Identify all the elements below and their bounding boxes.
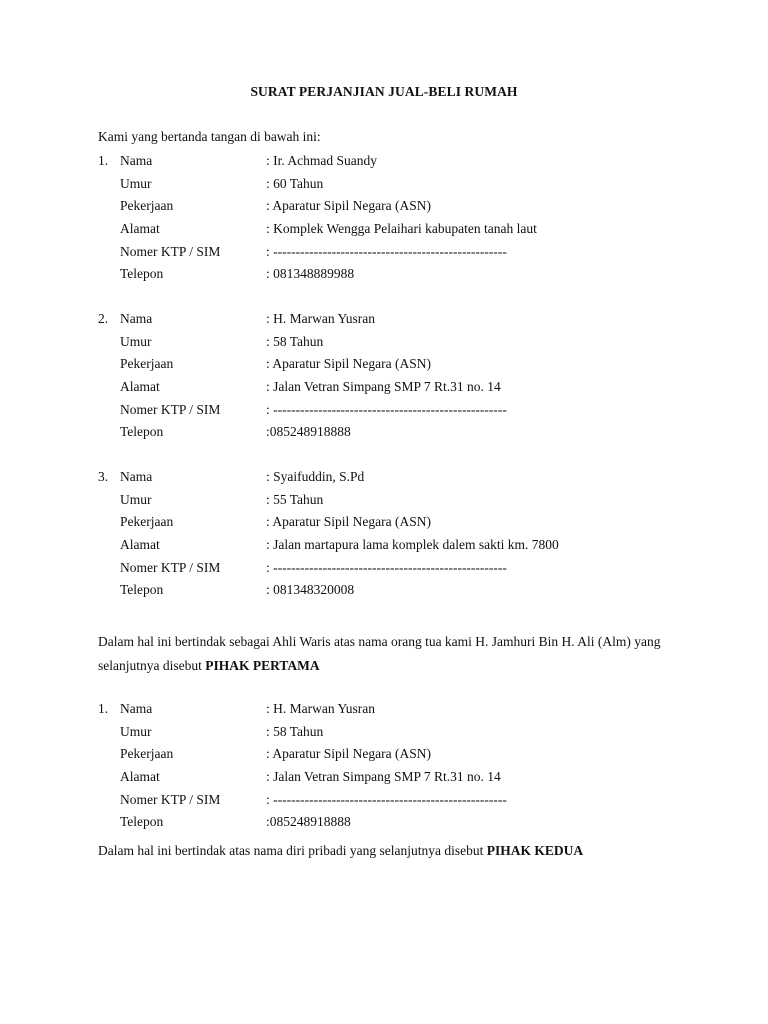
field-value: : Syaifuddin, S.Pd bbox=[266, 469, 365, 484]
field-value: : 60 Tahun bbox=[266, 175, 324, 191]
party-number: 1. bbox=[98, 701, 109, 716]
field-value: : Aparatur Sipil Negara (ASN) bbox=[266, 356, 431, 372]
field-value: : Aparatur Sipil Negara (ASN) bbox=[266, 514, 431, 530]
party-row bbox=[98, 421, 718, 444]
party-row bbox=[98, 579, 718, 602]
field-value: : Ir. Achmad Suandy bbox=[266, 153, 377, 168]
field-label: Nama bbox=[120, 153, 153, 168]
party-row bbox=[98, 399, 718, 422]
field-value: : Jalan martapura lama komplek dalem sakti km. 7800 bbox=[266, 537, 559, 553]
field-value: : H. Marwan Yusran bbox=[266, 311, 375, 326]
field-label: Umur bbox=[120, 333, 152, 349]
party-row bbox=[98, 721, 718, 744]
field-value: : Komplek Wengga Pelaihari kabupaten tanah laut bbox=[266, 221, 537, 237]
field-value: : H. Marwan Yusran bbox=[266, 701, 375, 716]
party-row bbox=[98, 698, 718, 721]
field-label: Telepon bbox=[120, 814, 164, 830]
field-label: Telepon bbox=[120, 266, 164, 282]
party-row bbox=[98, 195, 718, 218]
second-party-designation: PIHAK KEDUA bbox=[486, 843, 584, 858]
field-label: Umur bbox=[120, 175, 152, 191]
field-label: Alamat bbox=[120, 537, 160, 553]
field-value: :085248918888 bbox=[266, 424, 351, 440]
field-label: Nomer KTP / SIM bbox=[120, 791, 221, 807]
party-row bbox=[98, 766, 718, 789]
document-title: SURAT PERJANJIAN JUAL-BELI RUMAH bbox=[250, 84, 518, 99]
field-value: : 55 Tahun bbox=[266, 491, 324, 507]
second-party-statement bbox=[98, 839, 738, 863]
party-block bbox=[98, 466, 718, 602]
party-row bbox=[98, 353, 718, 376]
intro-text: Kami yang bertanda tangan di bawah ini: bbox=[98, 129, 321, 144]
first-party-statement bbox=[98, 630, 698, 677]
field-value: : 081348320008 bbox=[266, 582, 355, 598]
party-row bbox=[98, 218, 718, 241]
party-row bbox=[98, 331, 718, 354]
field-label: Pekerjaan bbox=[120, 198, 174, 214]
party-block bbox=[98, 308, 718, 444]
field-label: Alamat bbox=[120, 221, 160, 237]
party-row bbox=[98, 811, 718, 834]
party-number: 1. bbox=[98, 153, 109, 168]
party-row bbox=[98, 241, 718, 264]
field-label: Telepon bbox=[120, 424, 164, 440]
party-row bbox=[98, 466, 718, 489]
party-row bbox=[98, 743, 718, 766]
party-row bbox=[98, 308, 718, 331]
field-label: Umur bbox=[120, 723, 152, 739]
field-value: : ---------------------------------------------------- bbox=[266, 401, 507, 417]
field-label: Nama bbox=[120, 469, 153, 484]
field-label: Nomer KTP / SIM bbox=[120, 243, 221, 259]
field-value: : Jalan Vetran Simpang SMP 7 Rt.31 no. 14 bbox=[266, 379, 501, 395]
field-value: : ---------------------------------------------------- bbox=[266, 791, 507, 807]
party-row bbox=[98, 789, 718, 812]
field-label: Nomer KTP / SIM bbox=[120, 559, 221, 575]
field-value: : ---------------------------------------------------- bbox=[266, 243, 507, 259]
party-row bbox=[98, 557, 718, 580]
field-label: Nama bbox=[120, 701, 153, 716]
field-value: : 081348889988 bbox=[266, 266, 355, 282]
party-block bbox=[98, 150, 718, 286]
field-value: : 58 Tahun bbox=[266, 333, 324, 349]
party-number: 2. bbox=[98, 311, 109, 326]
field-label: Pekerjaan bbox=[120, 746, 174, 762]
party-number: 3. bbox=[98, 469, 109, 484]
statement-text: Dalam hal ini bertindak sebagai Ahli Waris atas nama orang tua kami H. Jamhuri Bin H. Ali (Alm) yang selanjutnya disebut bbox=[98, 634, 661, 673]
party-row bbox=[98, 534, 718, 557]
statement-text: Dalam hal ini bertindak atas nama diri pribadi yang selanjutnya disebut bbox=[98, 843, 487, 858]
party-row bbox=[98, 150, 718, 173]
field-label: Umur bbox=[120, 491, 152, 507]
party-row bbox=[98, 173, 718, 196]
field-label: Alamat bbox=[120, 379, 160, 395]
field-value: : Aparatur Sipil Negara (ASN) bbox=[266, 198, 431, 214]
party-block bbox=[98, 698, 718, 834]
field-label: Pekerjaan bbox=[120, 356, 174, 372]
field-label: Pekerjaan bbox=[120, 514, 174, 530]
first-party-designation: PIHAK PERTAMA bbox=[205, 657, 320, 673]
party-row bbox=[98, 511, 718, 534]
party-row bbox=[98, 489, 718, 512]
field-label: Nomer KTP / SIM bbox=[120, 401, 221, 417]
party-row bbox=[98, 263, 718, 286]
field-value: : 58 Tahun bbox=[266, 723, 324, 739]
field-label: Nama bbox=[120, 311, 153, 326]
field-value: : Jalan Vetran Simpang SMP 7 Rt.31 no. 14 bbox=[266, 769, 501, 785]
field-value: : ---------------------------------------------------- bbox=[266, 559, 507, 575]
field-label: Telepon bbox=[120, 582, 164, 598]
field-value: : Aparatur Sipil Negara (ASN) bbox=[266, 746, 431, 762]
field-label: Alamat bbox=[120, 769, 160, 785]
party-row bbox=[98, 376, 718, 399]
field-value: :085248918888 bbox=[266, 814, 351, 830]
